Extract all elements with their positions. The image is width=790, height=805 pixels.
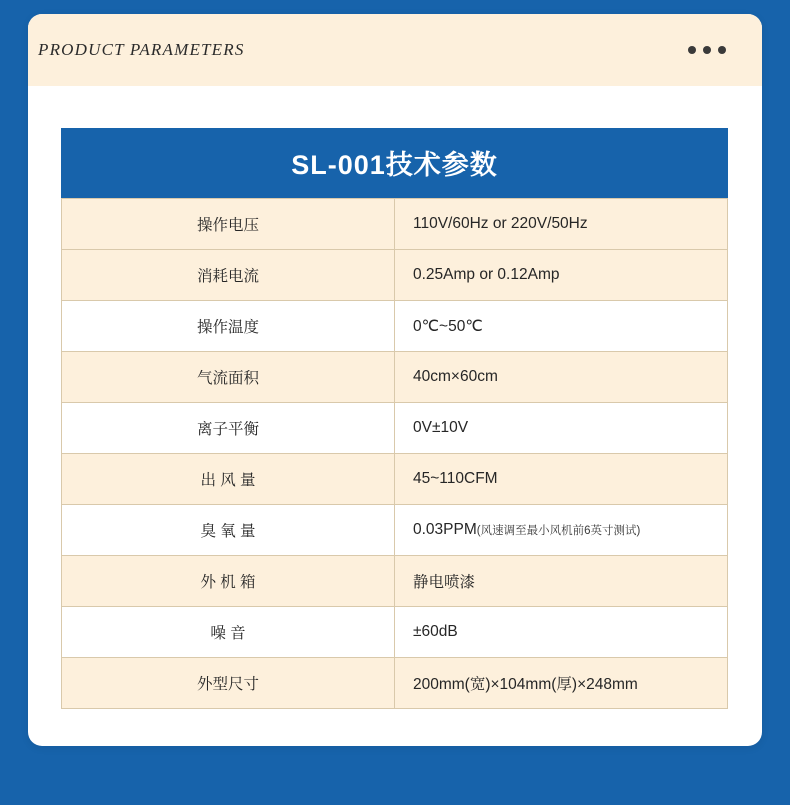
card-header [28,14,762,86]
row-value [395,607,728,658]
parameters-table [61,128,728,709]
table-row [62,301,728,352]
table-row [62,454,728,505]
table-row [62,607,728,658]
table-row [62,199,728,250]
parameters-table-wrapper [61,128,728,709]
row-value [395,658,728,709]
row-label: 噪 音 [62,607,395,658]
row-value-text: ±60dB [413,623,458,640]
row-label: 离子平衡 [62,403,395,454]
row-value-text: 200mm(宽)×104mm(厚)×248mm [413,676,638,693]
dot-2 [703,46,711,54]
table-row [62,250,728,301]
row-value-text: 0.03PPM [413,521,477,538]
product-parameters-card [28,14,762,746]
table-row [62,658,728,709]
row-label: 外 机 箱 [62,556,395,607]
row-value [395,556,728,607]
table-row [62,403,728,454]
row-label: 气流面积 [62,352,395,403]
row-value [395,352,728,403]
row-value [395,301,728,352]
table-body [62,199,728,709]
row-value-text: 0℃~50℃ [413,317,483,335]
dot-1 [688,46,696,54]
row-value-text: 40cm×60cm [413,368,498,385]
row-value-text: 0V±10V [413,419,469,436]
table-row [62,556,728,607]
row-value [395,505,728,556]
dot-3 [718,46,726,54]
row-value-text: 静电喷漆 [413,574,476,591]
row-value-text: 0.25Amp or 0.12Amp [413,266,560,283]
row-value [395,199,728,250]
row-value [395,403,728,454]
page-title: PRODUCT PARAMETERS [38,40,245,59]
row-label: 出 风 量 [62,454,395,505]
row-value-note: (风速调至最小风机前6英寸测试) [476,525,641,537]
row-label: 消耗电流 [62,250,395,301]
row-value [395,250,728,301]
table-row [62,352,728,403]
row-value [395,454,728,505]
row-label: 臭 氧 量 [62,505,395,556]
row-value-text: 110V/60Hz or 220V/50Hz [413,215,588,232]
three-dots-icon[interactable] [688,46,726,54]
table-row [62,505,728,556]
row-label: 操作温度 [62,301,395,352]
row-label: 外型尺寸 [62,658,395,709]
row-label: 操作电压 [62,199,395,250]
row-value-text: 45~110CFM [413,470,498,487]
table-title: SL-001技术参数 [61,128,728,198]
